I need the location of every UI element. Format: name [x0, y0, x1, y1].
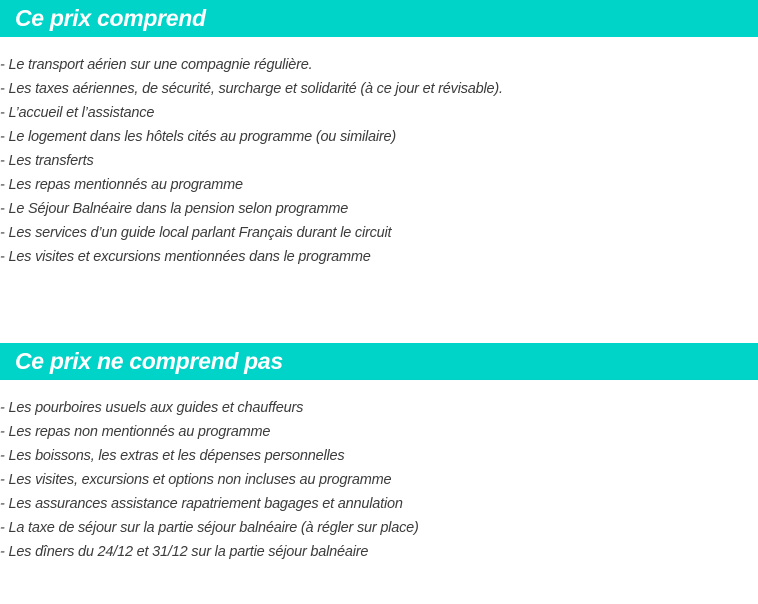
- included-item: - Les transferts: [0, 153, 94, 169]
- excluded-item: - Les boissons, les extras et les dépenses personnelles: [0, 448, 345, 464]
- included-item: - Les repas mentionnés au programme: [0, 177, 243, 193]
- excluded-item: - Les repas non mentionnés au programme: [0, 424, 271, 440]
- excluded-item: - Les visites, excursions et options non incluses au programme: [0, 472, 392, 488]
- included-section-header: [0, 0, 758, 37]
- excluded-item: - Les pourboires usuels aux guides et chauffeurs: [0, 400, 304, 416]
- included-item: - L’accueil et l’assistance: [0, 105, 155, 121]
- included-item: - Le logement dans les hôtels cités au programme (ou similaire): [0, 129, 396, 145]
- included-item: - Les visites et excursions mentionnées dans le programme: [0, 249, 371, 265]
- included-item: - Les services d’un guide local parlant Français durant le circuit: [0, 225, 392, 241]
- excluded-section-title: Ce prix ne comprend pas: [15, 348, 283, 374]
- excluded-item: - Les dîners du 24/12 et 31/12 sur la partie séjour balnéaire: [0, 544, 369, 560]
- excluded-items-list: [0, 396, 419, 564]
- included-items-list: [0, 53, 503, 269]
- excluded-section-header: [0, 343, 758, 380]
- included-section-title: Ce prix comprend: [15, 5, 206, 31]
- excluded-item: - La taxe de séjour sur la partie séjour balnéaire (à régler sur place): [0, 520, 419, 536]
- excluded-item: - Les assurances assistance rapatriement bagages et annulation: [0, 496, 403, 512]
- included-item: - Le Séjour Balnéaire dans la pension selon programme: [0, 201, 349, 217]
- included-item: - Les taxes aériennes, de sécurité, surcharge et solidarité (à ce jour et révisable).: [0, 81, 503, 97]
- included-item: - Le transport aérien sur une compagnie régulière.: [0, 57, 313, 73]
